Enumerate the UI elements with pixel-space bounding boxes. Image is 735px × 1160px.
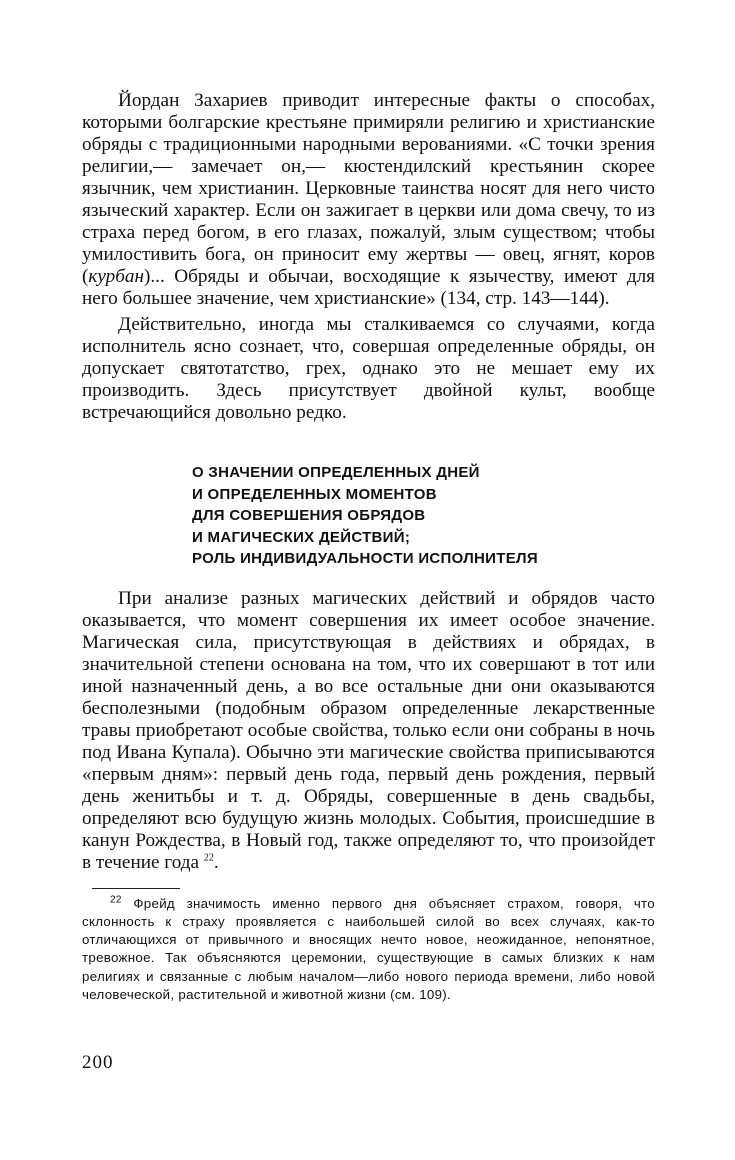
body-paragraph: Действительно, иногда мы сталкиваемся со случаями, когда исполнитель ясно сознает, что, совершая определенные обряды, он допускает святотатство, грех, однако это не мешает ему их производить. Здесь присутствует двойной культ, вообще встречающийся довольно редко.: [82, 314, 655, 423]
paragraph-text: Йордан Захариев приводит интересные факты о способах, которыми болгарские крестьяне примиряли религию и христианские обряды с традиционными народными верованиями. «С точки зрения религии,— замечает он,— кюстендилский крестьянин скорее язычник, чем христианин. Церковные таинства носят для него чисто языческий характер. Если он зажигает в церкви или дома свечу, то из страха перед богом, в его глазах, пожалуй, злым существом; чтобы умилостивить бога, он приносит ему жертвы — овец, ягнят, коров (: [82, 90, 655, 287]
page-number: 200: [82, 1052, 114, 1073]
heading-line: О ЗНАЧЕНИИ ОПРЕДЕЛЕННЫХ ДНЕЙ: [192, 464, 480, 481]
footnote-text: Фрейд значимость именно первого дня объясняет страхом, говоря, что склонность к страху проявляется с наибольшей силой во всех случаях, как-то отличающихся от привычного и вносящих нечто новое, неожиданное, непонятное, тревожное. Так объясняются церемонии, существующие в самых близких к нам религиях и связанные с любым началом—либо нового периода времени, либо новой человеческой, растительной и животной жизни (см. 109).: [82, 895, 655, 1002]
footnote-reference: 22: [203, 852, 214, 864]
paragraph-text: )... Обряды и обычаи, восходящие к язычеству, имеют для него большее значение, чем христианские» (134, стр. 143—144).: [82, 266, 655, 309]
body-paragraph: [82, 588, 655, 874]
body-paragraph: [82, 90, 655, 310]
heading-line: И ОПРЕДЕЛЕННЫХ МОМЕНТОВ: [192, 485, 437, 503]
section-heading: [192, 462, 632, 570]
paragraph-text: При анализе разных магических действий и обрядов часто оказывается, что момент совершения их имеет особое значение. Магическая сила, присутствующая в действиях и обрядах, в значительной степени основана на том, что их совершают в тот или иной назначенный день, а во все остальные дни они оказываются бесполезными (подобным образом определенные лекарственные травы приобретают особые свойства, только если они собраны в ночь под Ивана Купала). Обычно эти магические свойства приписываются «первым дням»: первый день года, первый день рождения, первый день женитьбы и т. д. Обряды, совершенные в день свадьбы, определяют всю будущую жизнь молодых. События, происшедшие в канун Рождества, в Новый год, также определяют то, что произойдет в течение года: [82, 587, 655, 873]
footnote: [82, 895, 655, 1005]
heading-line: РОЛЬ ИНДИВИДУАЛЬНОСТИ ИСПОЛНИТЕЛЯ: [192, 550, 538, 567]
footnote-marker: 22: [110, 894, 122, 906]
heading-line: ДЛЯ СОВЕРШЕНИЯ ОБРЯДОВ: [192, 507, 426, 524]
page-body: [82, 90, 655, 1004]
italic-term: курбан: [88, 266, 144, 287]
paragraph-end: .: [213, 851, 219, 873]
heading-line: И МАГИЧЕСКИХ ДЕЙСТВИЙ;: [192, 528, 411, 546]
footnote-divider: [92, 888, 180, 889]
